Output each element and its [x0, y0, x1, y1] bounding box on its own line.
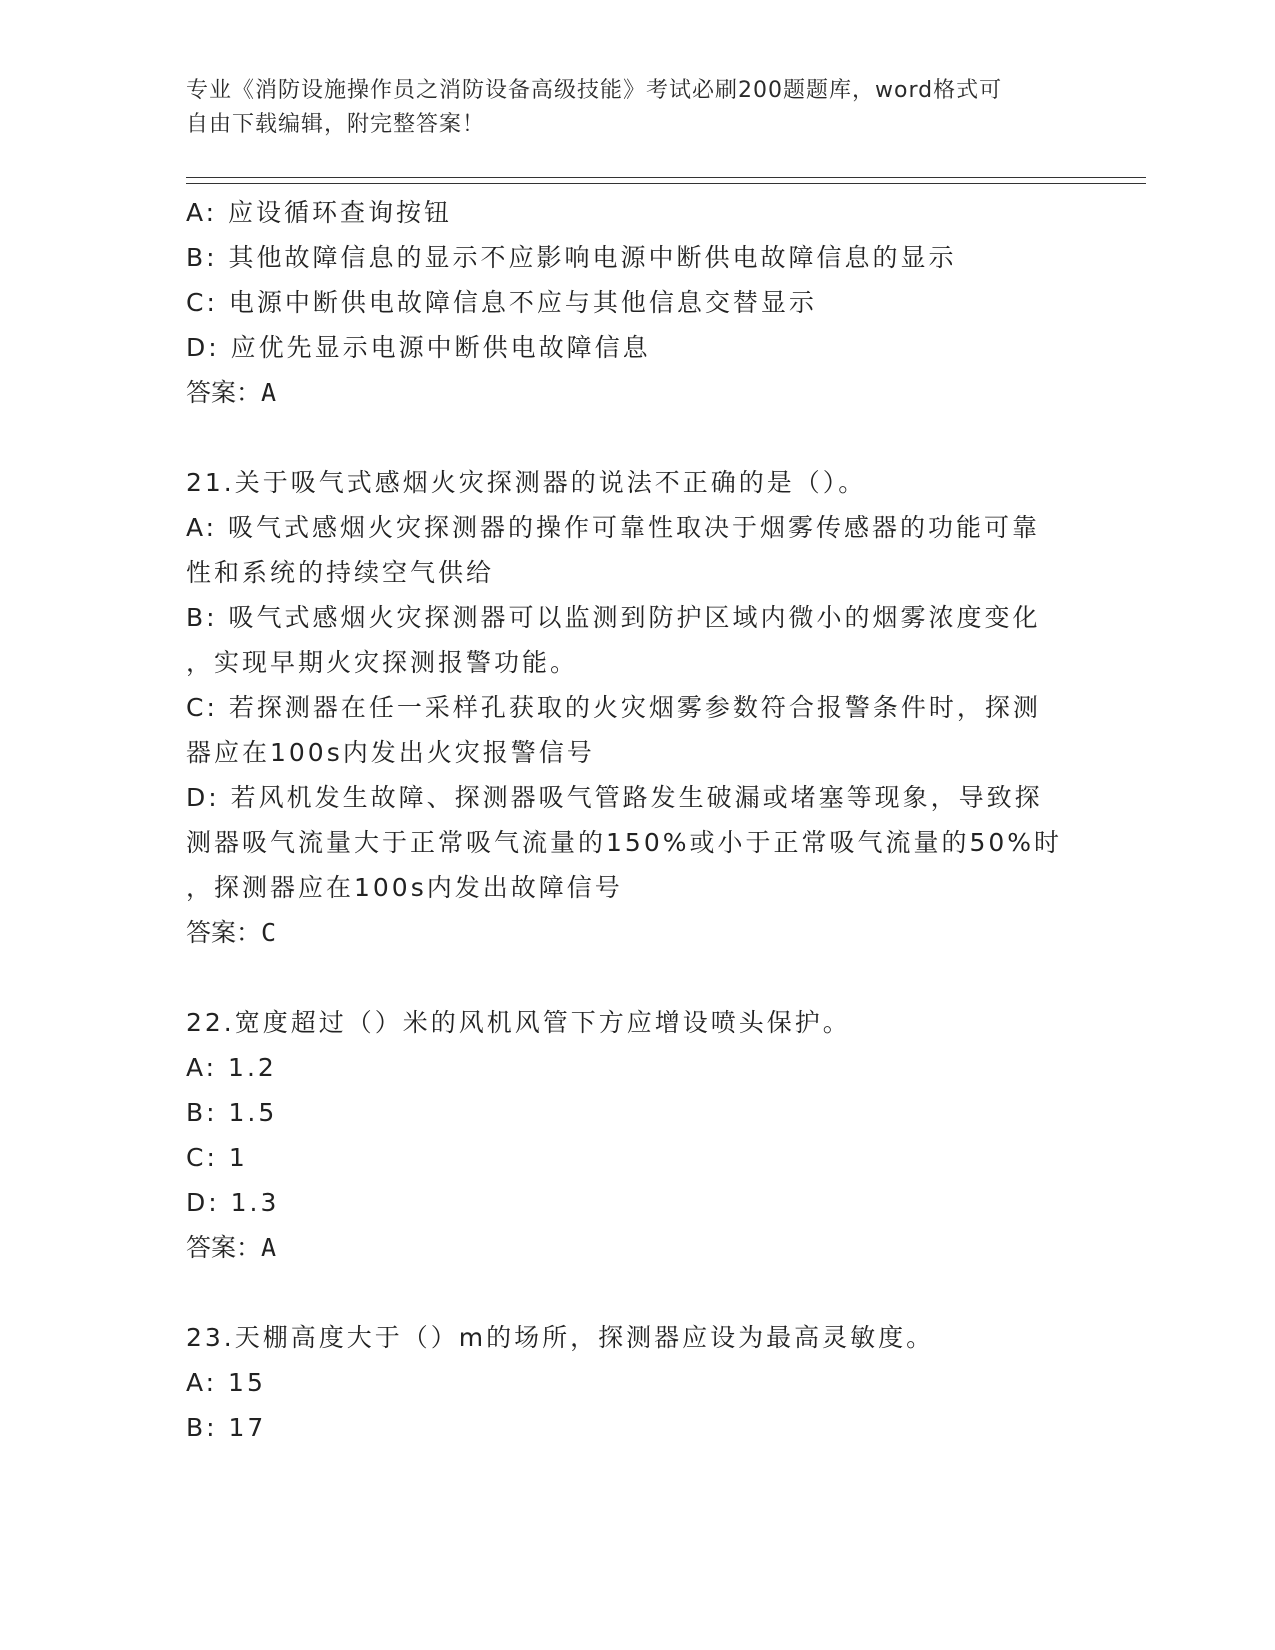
option-line: D: 1.3 [186, 1188, 280, 1217]
question-stem: 21.关于吸气式感烟火灾探测器的说法不正确的是（）。 [186, 468, 867, 497]
option-line: ，实现早期火灾探测报警功能。 [186, 648, 579, 677]
answer-line: 答案：A [186, 378, 277, 407]
option-line: 器应在100s内发出火灾报警信号 [186, 738, 595, 767]
option-line: A: 1.2 [186, 1053, 277, 1082]
question-block [186, 190, 1066, 415]
question-block [186, 460, 1066, 955]
option-line: A: 应设循环查询按钮 [186, 198, 453, 227]
header-line-2: 自由下载编辑，附完整答案！ [186, 112, 486, 137]
option-line: ，探测器应在100s内发出故障信号 [186, 873, 623, 902]
option-line: C: 若探测器在任一采样孔获取的火灾烟雾参数符合报警条件时，探测 [186, 693, 1041, 722]
option-line: A: 15 [186, 1368, 266, 1397]
document-header [186, 74, 1066, 142]
option-line: A: 吸气式感烟火灾探测器的操作可靠性取决于烟雾传感器的功能可靠 [186, 513, 1041, 542]
option-line: C: 电源中断供电故障信息不应与其他信息交替显示 [186, 288, 817, 317]
question-stem: 22.宽度超过（）米的风机风管下方应增设喷头保护。 [186, 1008, 851, 1037]
header-divider-top [186, 177, 1146, 178]
answer-line: 答案：C [186, 918, 277, 947]
option-line: B: 吸气式感烟火灾探测器可以监测到防护区域内微小的烟雾浓度变化 [186, 603, 1041, 632]
option-line: D: 应优先显示电源中断供电故障信息 [186, 333, 651, 362]
header-line-1: 专业《消防设施操作员之消防设备高级技能》考试必刷200题题库，word格式可 [186, 78, 1003, 103]
option-line: 性和系统的持续空气供给 [186, 558, 495, 587]
option-line: 测器吸气流量大于正常吸气流量的150%或小于正常吸气流量的50%时 [186, 828, 1063, 857]
option-line: B: 17 [186, 1413, 267, 1442]
option-line: B: 其他故障信息的显示不应影响电源中断供电故障信息的显示 [186, 243, 957, 272]
option-line: C: 1 [186, 1143, 248, 1172]
question-block [186, 1315, 1066, 1450]
question-stem: 23.天棚高度大于（）m的场所，探测器应设为最高灵敏度。 [186, 1323, 935, 1352]
header-divider-bottom [186, 183, 1146, 184]
option-line: B: 1.5 [186, 1098, 278, 1127]
question-content [186, 190, 1066, 1450]
answer-line: 答案：A [186, 1233, 277, 1262]
question-block [186, 1000, 1066, 1270]
option-line: D: 若风机发生故障、探测器吸气管路发生破漏或堵塞等现象，导致探 [186, 783, 1043, 812]
